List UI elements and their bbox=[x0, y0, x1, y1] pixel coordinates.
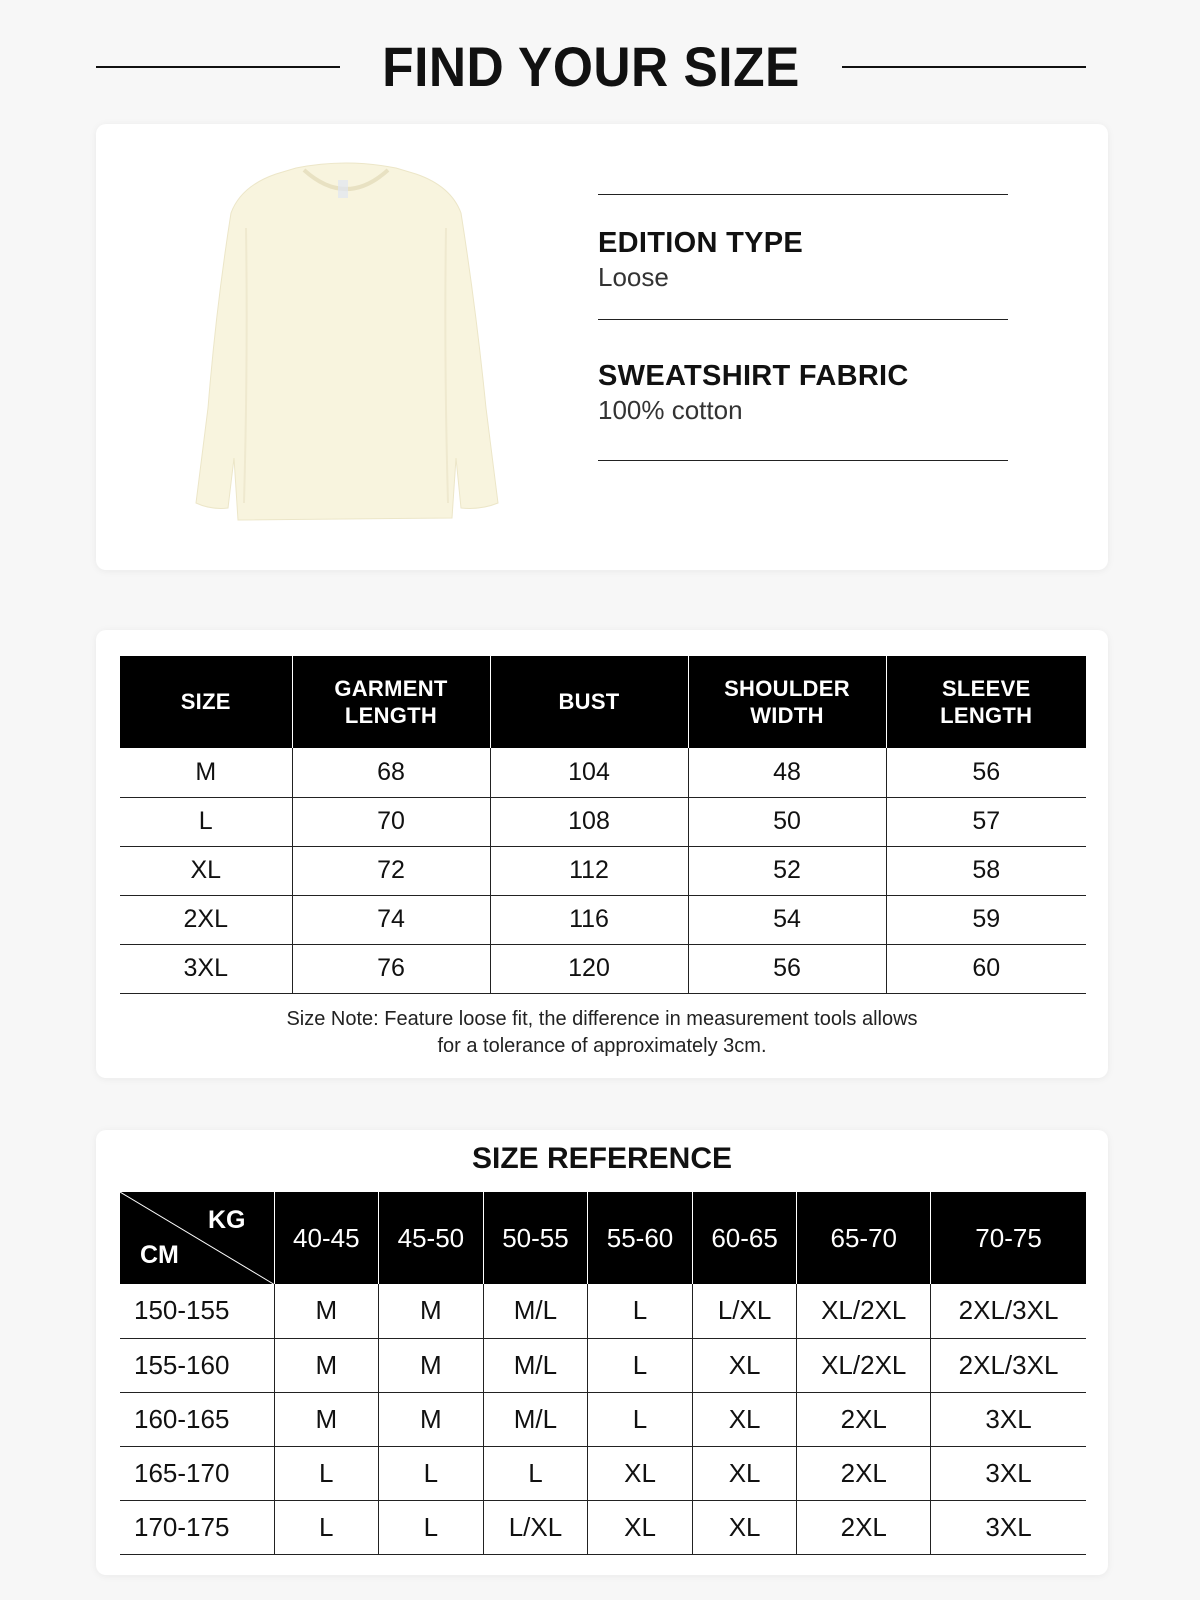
cell-size: L bbox=[120, 797, 292, 846]
table-row bbox=[120, 944, 1086, 993]
size-cell: XL bbox=[588, 1446, 693, 1500]
table-row bbox=[120, 1392, 1086, 1446]
diagonal-divider bbox=[120, 1192, 274, 1284]
weight-header: 45-50 bbox=[379, 1192, 484, 1284]
cell-sleeve-length: 56 bbox=[886, 748, 1086, 797]
header-shoulder-width: SHOULDER WIDTH bbox=[688, 656, 886, 748]
size-cell: XL/2XL bbox=[797, 1284, 931, 1338]
table-row bbox=[120, 797, 1086, 846]
size-reference-title: SIZE REFERENCE bbox=[471, 1142, 733, 1175]
size-reference-header-row bbox=[120, 1192, 1086, 1284]
size-cell: M/L bbox=[483, 1392, 588, 1446]
size-cell: M bbox=[379, 1392, 484, 1446]
size-cell: XL bbox=[692, 1338, 797, 1392]
cell-bust: 120 bbox=[490, 944, 688, 993]
weight-header: 50-55 bbox=[483, 1192, 588, 1284]
size-cell: M bbox=[274, 1284, 379, 1338]
size-cell: L bbox=[379, 1446, 484, 1500]
page-header bbox=[96, 30, 1086, 100]
size-cell: L bbox=[588, 1338, 693, 1392]
size-chart-card bbox=[96, 630, 1108, 1078]
size-note-line2: for a tolerance of approximately 3cm. bbox=[437, 1035, 767, 1057]
table-row bbox=[120, 1446, 1086, 1500]
corner-label-kg: KG bbox=[208, 1206, 246, 1234]
height-cell: 165-170 bbox=[120, 1446, 274, 1500]
shirt-image bbox=[176, 158, 516, 528]
size-cell: M bbox=[379, 1338, 484, 1392]
corner-label-cm: CM bbox=[140, 1241, 179, 1269]
cell-garment-length: 72 bbox=[292, 846, 490, 895]
height-cell: 160-165 bbox=[120, 1392, 274, 1446]
size-cell: M bbox=[274, 1338, 379, 1392]
table-row bbox=[120, 846, 1086, 895]
cell-bust: 108 bbox=[490, 797, 688, 846]
cell-shoulder-width: 50 bbox=[688, 797, 886, 846]
height-cell: 170-175 bbox=[120, 1500, 274, 1554]
cell-shoulder-width: 56 bbox=[688, 944, 886, 993]
size-cell: XL bbox=[692, 1392, 797, 1446]
spec-fabric bbox=[598, 320, 1008, 460]
height-cell: 150-155 bbox=[134, 1295, 230, 1326]
cell-garment-length: 70 bbox=[292, 797, 490, 846]
size-chart-header-row bbox=[120, 656, 1086, 748]
cell-shoulder-width: 48 bbox=[688, 748, 886, 797]
size-cell: 2XL/3XL bbox=[931, 1338, 1086, 1392]
size-cell: M bbox=[379, 1284, 484, 1338]
cell-sleeve-length: 57 bbox=[886, 797, 1086, 846]
header-size: SIZE bbox=[120, 656, 292, 748]
size-cell: 2XL bbox=[797, 1500, 931, 1554]
weight-header: 40-45 bbox=[274, 1192, 379, 1284]
cell-size: XL bbox=[120, 846, 292, 895]
weight-header: 60-65 bbox=[692, 1192, 797, 1284]
spec-value: 100% cotton bbox=[598, 395, 743, 425]
cell-bust: 112 bbox=[490, 846, 688, 895]
size-cell: XL/2XL bbox=[797, 1338, 931, 1392]
size-cell: 3XL bbox=[931, 1446, 1086, 1500]
cell-size: M bbox=[195, 757, 217, 786]
cell-shoulder-width: 54 bbox=[688, 895, 886, 944]
header-garment-length: GARMENT LENGTH bbox=[292, 656, 490, 748]
cell-size: 2XL bbox=[120, 895, 292, 944]
header-bust: BUST bbox=[490, 656, 688, 748]
spec-divider bbox=[598, 460, 1008, 461]
weight-header: 55-60 bbox=[588, 1192, 693, 1284]
size-cell: 2XL bbox=[797, 1446, 931, 1500]
size-cell: L bbox=[274, 1446, 379, 1500]
size-cell: 3XL bbox=[931, 1500, 1086, 1554]
table-row bbox=[120, 1500, 1086, 1554]
size-cell: L bbox=[588, 1392, 693, 1446]
size-cell: XL bbox=[692, 1446, 797, 1500]
size-chart-table bbox=[120, 656, 1086, 994]
size-cell: M/L bbox=[483, 1338, 588, 1392]
spec-label: SWEATSHIRT FABRIC bbox=[598, 360, 909, 392]
size-cell: L bbox=[588, 1284, 693, 1338]
cell-garment-length: 76 bbox=[292, 944, 490, 993]
size-cell: 2XL/3XL bbox=[931, 1284, 1086, 1338]
cell-bust: 116 bbox=[490, 895, 688, 944]
table-row bbox=[120, 895, 1086, 944]
size-cell: 2XL bbox=[797, 1392, 931, 1446]
header-sleeve-length: SLEEVE LENGTH bbox=[886, 656, 1086, 748]
weight-header: 70-75 bbox=[931, 1192, 1086, 1284]
size-reference-card bbox=[96, 1130, 1108, 1575]
product-specs bbox=[598, 194, 1008, 461]
cell-sleeve-length: 58 bbox=[886, 846, 1086, 895]
cell-shoulder-width: 52 bbox=[688, 846, 886, 895]
size-cell: XL bbox=[692, 1500, 797, 1554]
cell-bust: 104 bbox=[490, 748, 688, 797]
corner-header bbox=[120, 1192, 274, 1284]
size-reference-table bbox=[120, 1192, 1086, 1555]
page-title: FIND YOUR SIZE bbox=[382, 35, 800, 98]
cell-sleeve-length: 59 bbox=[886, 895, 1086, 944]
size-cell: XL bbox=[588, 1500, 693, 1554]
spec-label: EDITION TYPE bbox=[598, 227, 804, 259]
table-row bbox=[120, 1338, 1086, 1392]
title-divider-right bbox=[842, 66, 1086, 68]
table-row bbox=[120, 748, 1086, 797]
cell-sleeve-length: 60 bbox=[886, 944, 1086, 993]
size-cell: M bbox=[274, 1392, 379, 1446]
size-cell: L/XL bbox=[692, 1284, 797, 1338]
size-cell: L bbox=[483, 1446, 588, 1500]
weight-header: 65-70 bbox=[797, 1192, 931, 1284]
size-cell: 3XL bbox=[931, 1392, 1086, 1446]
table-row bbox=[120, 1284, 1086, 1338]
product-info-card bbox=[96, 124, 1108, 570]
cell-garment-length: 74 bbox=[292, 895, 490, 944]
size-cell: L/XL bbox=[483, 1500, 588, 1554]
size-cell: L bbox=[379, 1500, 484, 1554]
spec-value: Loose bbox=[598, 262, 669, 292]
height-cell: 155-160 bbox=[120, 1338, 274, 1392]
cell-garment-length: 68 bbox=[292, 748, 490, 797]
spec-edition-type bbox=[598, 195, 1008, 319]
size-note bbox=[96, 1006, 1108, 1060]
size-cell: M/L bbox=[483, 1284, 588, 1338]
size-note-line1: Size Note: Feature loose fit, the difference in measurement tools allows bbox=[286, 1008, 918, 1030]
size-cell: L bbox=[274, 1500, 379, 1554]
cell-size: 3XL bbox=[120, 944, 292, 993]
